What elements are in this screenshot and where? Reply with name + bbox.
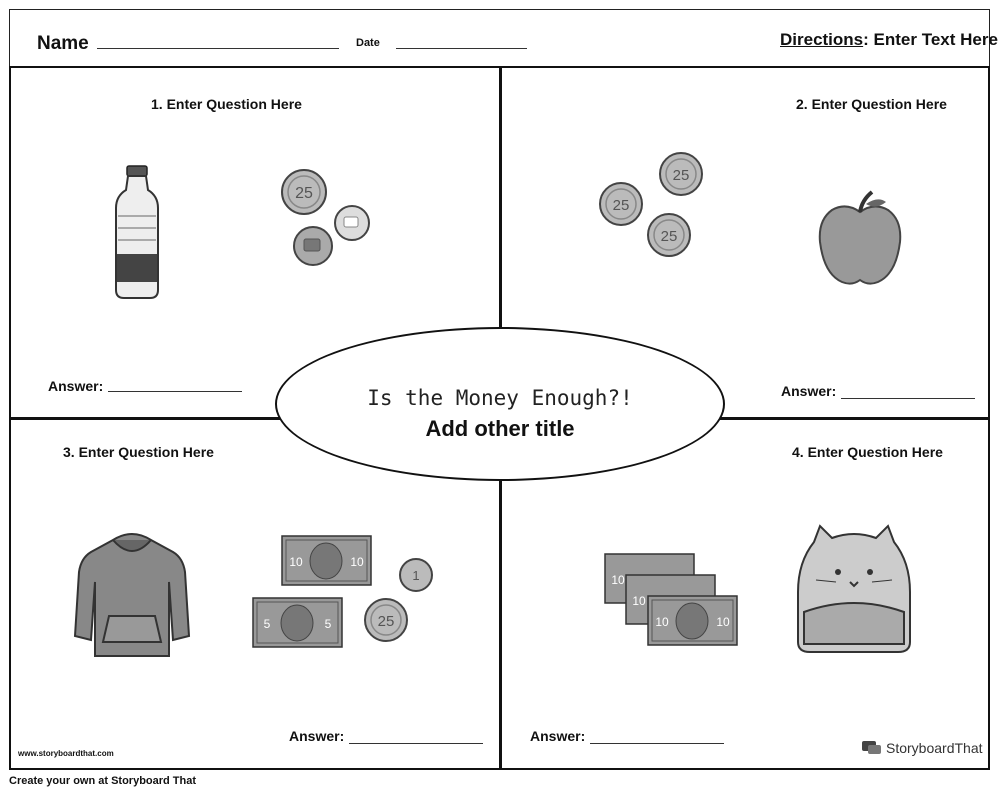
bill-value: 10 [611, 573, 625, 587]
question-1: 1. Enter Question Here [151, 96, 302, 112]
coins-group-2 [597, 151, 707, 261]
answer-line-1[interactable] [108, 391, 242, 392]
answer-label-3: Answer: [289, 728, 345, 744]
directions-label: Directions [780, 30, 864, 49]
answer-label-4: Answer: [530, 728, 586, 744]
bill-value: 10 [632, 594, 646, 608]
answer-label-2: Answer: [781, 383, 837, 399]
coin-value: 1 [412, 568, 420, 583]
coin-value: 25 [612, 197, 630, 214]
logo-text: StoryboardThat [886, 740, 983, 756]
name-input-line[interactable] [97, 48, 339, 49]
bill-value: 10 [655, 615, 669, 629]
coin-value: 25 [672, 167, 690, 184]
cat-backpack-icon [794, 522, 916, 656]
answer-line-2[interactable] [841, 398, 975, 399]
hoodie-icon [73, 532, 191, 660]
footer-url: www.storyboardthat.com [18, 749, 114, 758]
answer-label-1: Answer: [48, 378, 104, 394]
bill-value: 10 [289, 555, 303, 569]
date-input-line[interactable] [396, 48, 527, 49]
question-4: 4. Enter Question Here [792, 444, 943, 460]
money-group-3 [252, 534, 437, 652]
coin-value: 25 [660, 228, 678, 245]
bill-value: 10 [716, 615, 730, 629]
date-label: Date [356, 37, 380, 49]
apple-icon [816, 190, 906, 288]
storyboardthat-logo [862, 740, 983, 756]
bill-value: 5 [324, 617, 332, 631]
answer-line-3[interactable] [349, 743, 483, 744]
water-bottle-icon [112, 166, 162, 300]
bill-value: 5 [263, 617, 271, 631]
directions [780, 30, 998, 50]
worksheet-subtitle: Add other title [425, 416, 575, 441]
question-2: 2. Enter Question Here [796, 96, 947, 112]
coins-group-1 [280, 168, 372, 268]
answer-line-4[interactable] [590, 743, 724, 744]
name-label: Name [37, 33, 89, 54]
coin-value: 25 [295, 185, 313, 202]
worksheet-title: Is the Money Enough?! [367, 386, 633, 410]
speech-bubble-icon [862, 740, 882, 756]
directions-text: : Enter Text Here [863, 30, 998, 49]
credit-text: Create your own at Storyboard That [9, 775, 197, 787]
bill-value: 10 [350, 555, 364, 569]
money-group-4 [604, 552, 740, 648]
question-3: 3. Enter Question Here [63, 444, 214, 460]
coin-value: 25 [377, 613, 395, 630]
